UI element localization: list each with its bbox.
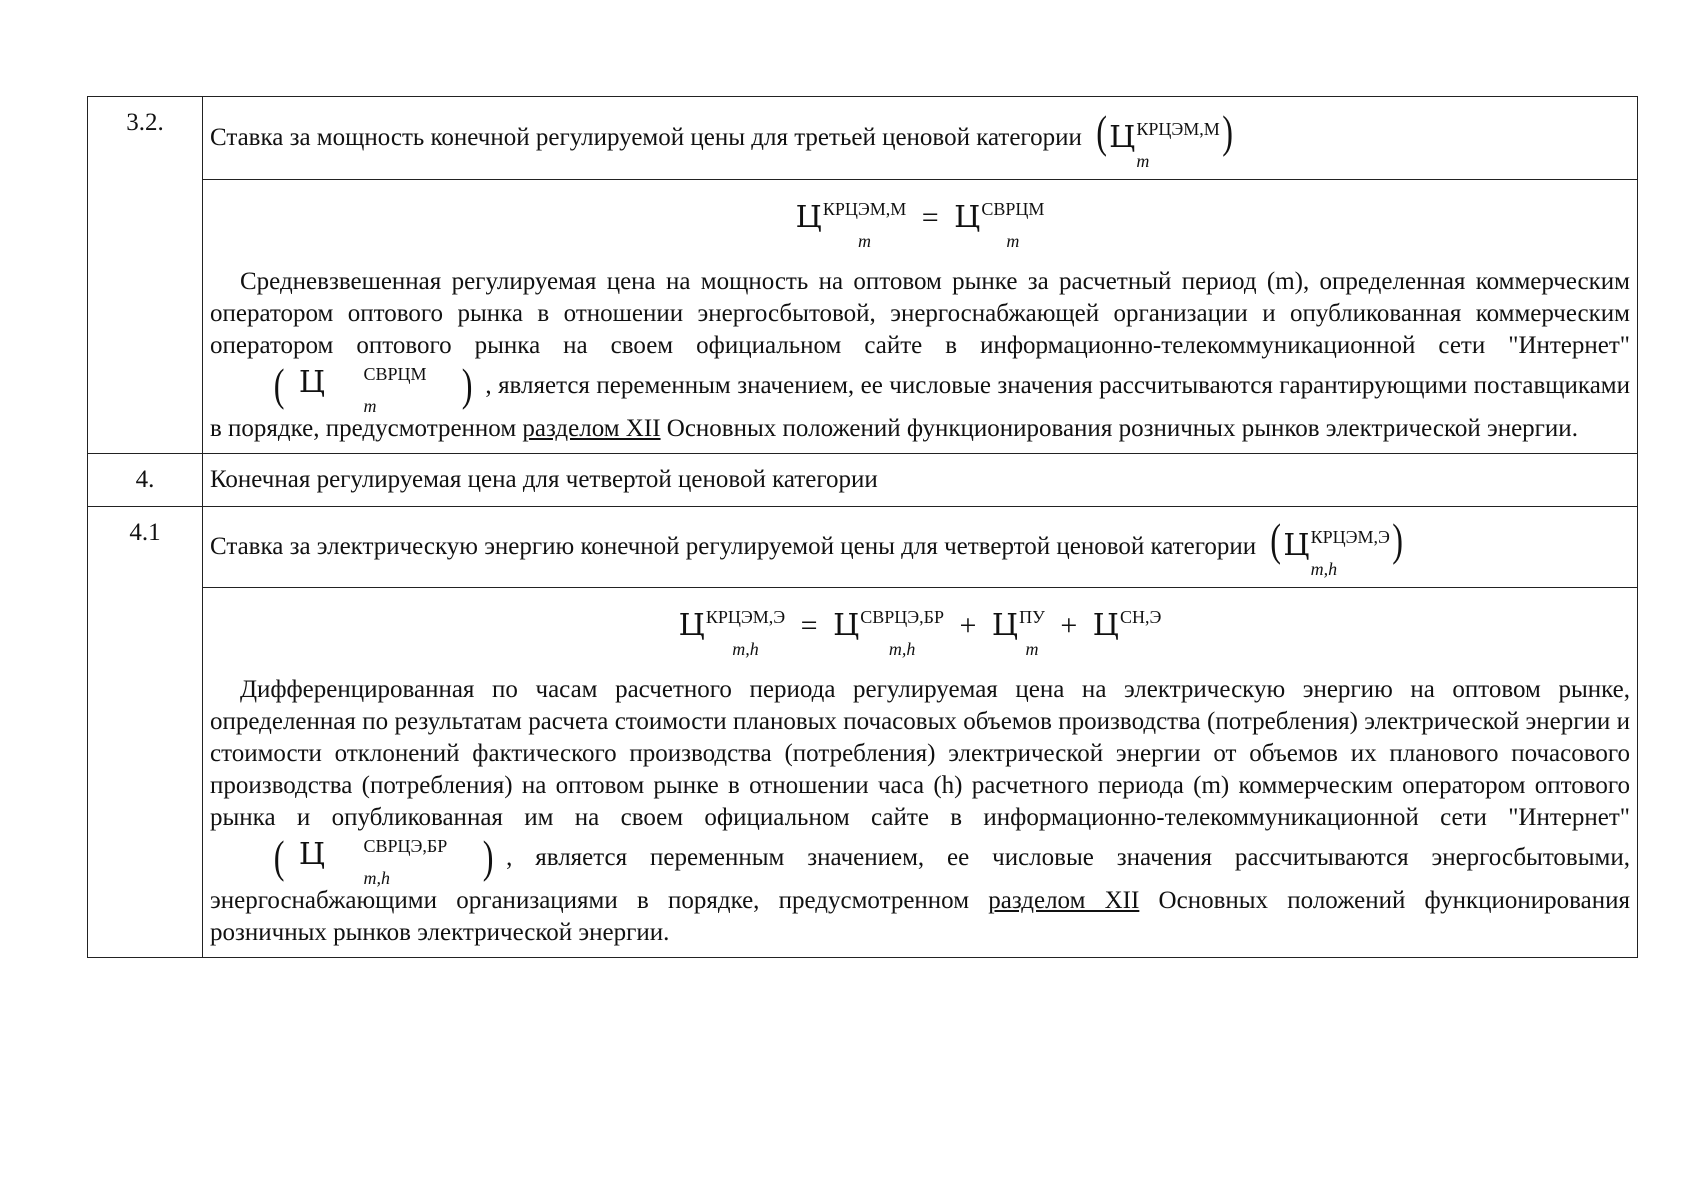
section-xii-link[interactable]: разделом XII bbox=[988, 886, 1140, 914]
table-row-4-1-body bbox=[88, 587, 1638, 957]
row-title-cell bbox=[203, 506, 1638, 587]
row-number: 4.1 bbox=[88, 506, 203, 957]
table-row-3-2-body bbox=[88, 180, 1638, 454]
row-title: Конечная регулируемая цена для четвертой ценовой категории bbox=[203, 453, 1638, 506]
row-body-cell bbox=[203, 180, 1638, 454]
row-title-cell bbox=[203, 97, 1638, 180]
section-xii-link[interactable]: разделом XII bbox=[522, 414, 661, 442]
formula: Ц КРЦЭМ,М m = Ц СВРЦМ m bbox=[795, 199, 1045, 251]
price-symbol: ( Ц КРЦЭМ,М m ) bbox=[1096, 105, 1233, 171]
row-title: Ставка за электрическую энергию конечной регулируемой цены для четвертой ценовой категории bbox=[210, 532, 1257, 560]
row-number: 3.2. bbox=[88, 97, 203, 454]
inline-price-symbol: ( Ц СВРЦЭ,БР m,h ) bbox=[273, 830, 494, 888]
description-paragraph: Средневзвешенная регулируемая цена на мощность на оптовом рынке за расчетный период (m), определенная коммерческим оператором оптового рынка в отношении энергосбытовой, энергоснабжающей организации и опубликованная коммерческим оператором оптового рынка на своем официальном сайте в информационно-телекоммуникационной сети "Интернет" ( Ц СВРЦМ m ) , является переменным значением, ее числовые значения рассчитываются гарантирующими поставщиками в порядке, предусмотренном разделом XII Основных положений функционирования розничных рынков электрической энергии. bbox=[210, 268, 1630, 442]
row-title: Ставка за мощность конечной регулируемой цены для третьей ценовой категории bbox=[210, 124, 1082, 151]
row-number: 4. bbox=[88, 453, 203, 506]
price-symbol: ( Ц КРЦЭМ,Э m,h ) bbox=[1270, 514, 1403, 580]
row-body-cell bbox=[203, 587, 1638, 957]
table-row-4-1-title bbox=[88, 506, 1638, 587]
inline-price-symbol: ( Ц СВРЦМ m ) bbox=[273, 359, 473, 416]
price-table bbox=[87, 96, 1638, 958]
description-paragraph: Дифференцированная по часам расчетного периода регулируемая цена на электрическую энергию на оптовом рынке, определенная по результатам расчета стоимости плановых почасовых объемов производства (потребления) электрической энергии и стоимости отклонений фактического производства (потребления) электрической энергии от объемов их планового почасового производства (потребления) на оптовом рынке в отношении часа (h) расчетного периода (m) коммерческим оператором оптового рынка и опубликованная им на своем официальном сайте в информационно-телекоммуникационной сети "Интернет" ( Ц СВРЦЭ,БР m,h ) , является переменным значением, ее числовые значения рассчитываются энергосбытовыми, энергоснабжающими организациями в порядке, предусмотренном разделом XII Основных положений функционирования розничных рынков электрической энергии. bbox=[210, 675, 1630, 946]
formula: Ц КРЦЭМ,Э m,h = Ц СВРЦЭ,БР m,h + Ц ПУ m + Ц СН,Э bbox=[678, 606, 1162, 659]
table-row-3-2-title bbox=[88, 97, 1638, 180]
table-row-4 bbox=[88, 453, 1638, 506]
